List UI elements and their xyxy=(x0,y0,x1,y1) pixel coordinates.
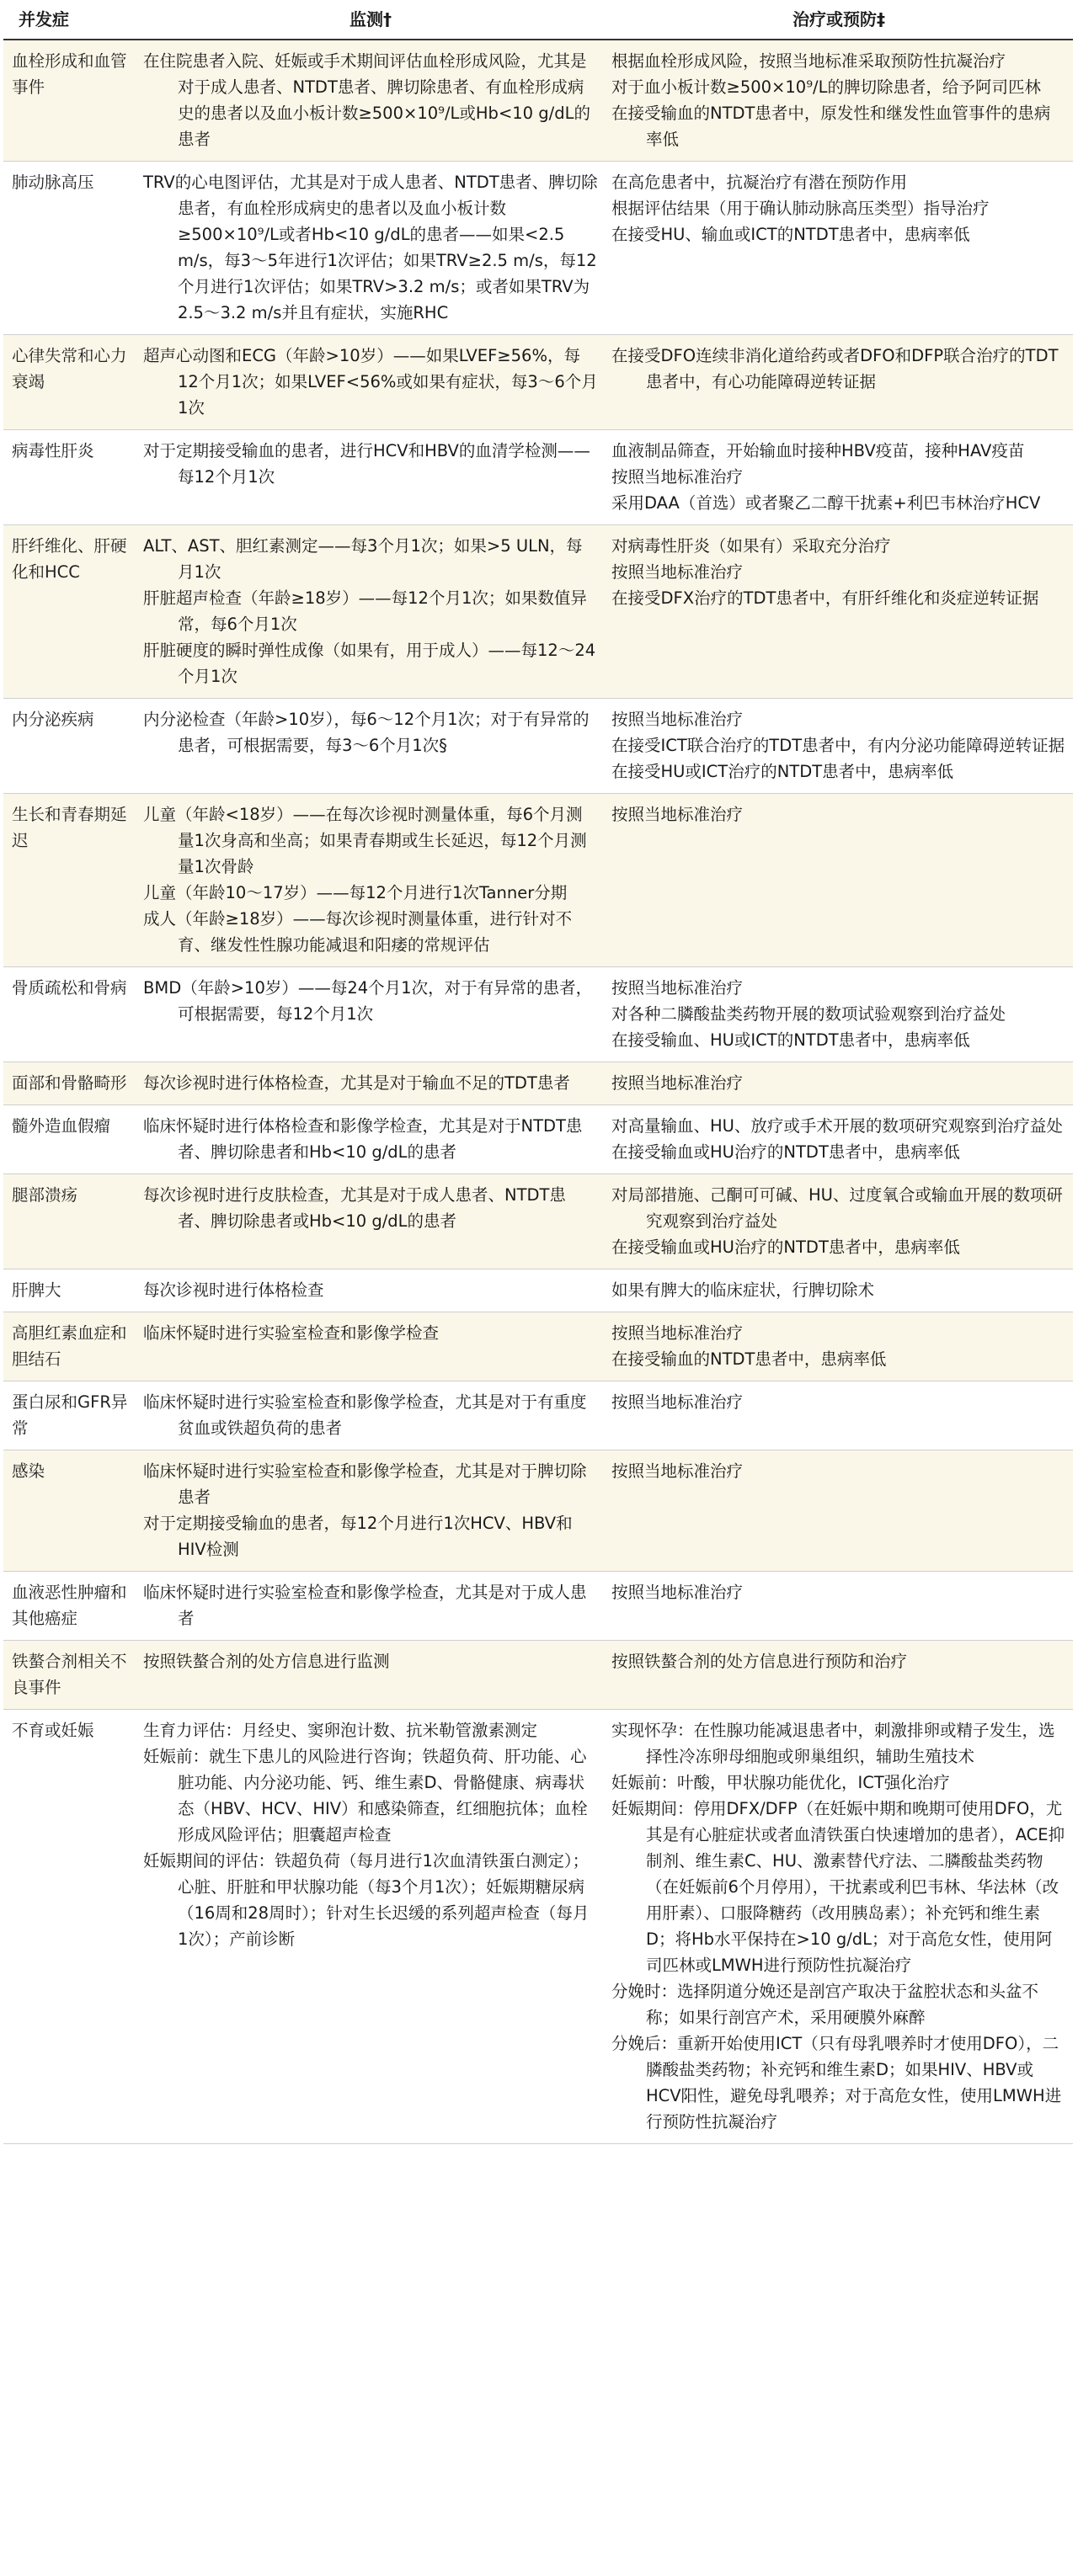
treatment-cell xyxy=(605,1381,1073,1450)
monitoring-item: 肝脏硬度的瞬时弹性成像（如果有，用于成人）——每12～24个月1次 xyxy=(143,641,596,686)
monitoring-cell xyxy=(136,1269,605,1312)
complication-cell: 骨质疏松和骨病 xyxy=(3,967,136,1062)
treatment-item: 妊娠期间：停用DFX/DFP（在妊娠中期和晚期可使用DFO，尤其是有心脏症状或者血清铁蛋白快速增加的患者），ACE抑制剂、维生素C、HU、激素替代疗法、二膦酸盐类药物（在妊娠前6个月停用），干扰素或利巴韦林、华法林（改用肝素）、口服降糖药（改用胰岛素）；补充钙和维生素D；将Hb水平保持在>10 g/dL；对于高危女性，使用阿司匹林或LMWH进行预防性抗凝治疗 xyxy=(611,1799,1065,1975)
complication-cell: 不育或妊娠 xyxy=(3,1710,136,2144)
complication-cell: 肝脾大 xyxy=(3,1269,136,1312)
monitoring-item: TRV的心电图评估，尤其是对于成人患者、NTDT患者、脾切除患者，有血栓形成病史的患者以及血小板计数≥500×10⁹/L或者Hb<10 g/dL的患者——如果<2.5 m/s，每3～5年进行1次评估；如果TRV≥2.5 m/s，每12个月进行1次评估；如果TRV>3.2 m/s；或者如果TRV为2.5～3.2 m/s并且有症状，实施RHC xyxy=(143,173,598,322)
treatment-cell xyxy=(605,335,1073,430)
table-row xyxy=(3,1062,1073,1105)
treatment-item: 如果有脾大的临床症状，行脾切除术 xyxy=(611,1280,875,1300)
treatment-item: 按照当地标准治疗 xyxy=(611,562,744,582)
table-row xyxy=(3,162,1073,335)
monitoring-item: 对于定期接受输血的患者，进行HCV和HBV的血清学检测——每12个月1次 xyxy=(143,441,590,487)
complication-cell: 髓外造血假瘤 xyxy=(3,1105,136,1174)
treatment-cell xyxy=(605,1269,1073,1312)
complication-cell: 病毒性肝炎 xyxy=(3,430,136,525)
treatment-item: 对病毒性肝炎（如果有）采取充分治疗 xyxy=(611,536,891,556)
treatment-cell xyxy=(605,794,1073,967)
treatment-cell xyxy=(605,1450,1073,1572)
treatment-cell xyxy=(605,1105,1073,1174)
treatment-cell xyxy=(605,40,1073,162)
treatment-item: 按照当地标准治疗 xyxy=(611,1392,744,1412)
complication-cell: 高胆红素血症和胆结石 xyxy=(3,1312,136,1381)
monitoring-item: 成人（年龄≥18岁）——每次诊视时测量体重，进行针对不育、继发性性腺功能减退和阳痿的常规评估 xyxy=(143,909,573,955)
monitoring-cell xyxy=(136,1710,605,2144)
table-row xyxy=(3,1312,1073,1381)
monitoring-item: 超声心动图和ECG（年龄>10岁）——如果LVEF≥56%，每12个月1次；如果LVEF<56%或如果有症状，每3～6个月1次 xyxy=(143,346,598,418)
monitoring-cell xyxy=(136,794,605,967)
monitoring-item: 肝脏超声检查（年龄≥18岁）——每12个月1次；如果数值异常，每6个月1次 xyxy=(143,588,587,634)
table-header-row xyxy=(3,0,1073,40)
treatment-item: 在接受ICT联合治疗的TDT患者中，有内分泌功能障碍逆转证据 xyxy=(611,736,1065,755)
treatment-item: 按照当地标准治疗 xyxy=(611,805,744,824)
complication-cell: 蛋白尿和GFR异常 xyxy=(3,1381,136,1450)
table-row xyxy=(3,525,1073,699)
table-row xyxy=(3,1269,1073,1312)
monitoring-item: 每次诊视时进行皮肤检查，尤其是对于成人患者、NTDT患者、脾切除患者或Hb<10 g/dL的患者 xyxy=(143,1185,566,1231)
treatment-item: 血液制品筛查，开始输血时接种HBV疫苗，接种HAV疫苗 xyxy=(611,441,1025,460)
treatment-item: 在接受输血的NTDT患者中，患病率低 xyxy=(611,1349,887,1369)
table-row xyxy=(3,699,1073,794)
complication-cell: 血栓形成和血管事件 xyxy=(3,40,136,162)
treatment-cell xyxy=(605,430,1073,525)
treatment-cell xyxy=(605,162,1073,335)
header-treatment: 治疗或预防‡ xyxy=(605,0,1073,40)
treatment-item: 根据血栓形成风险，按照当地标准采取预防性抗凝治疗 xyxy=(611,51,1006,71)
treatment-cell xyxy=(605,1641,1073,1710)
treatment-item: 按照当地标准治疗 xyxy=(611,1323,744,1343)
treatment-item: 按照当地标准治疗 xyxy=(611,710,744,729)
treatment-item: 按照当地标准治疗 xyxy=(611,978,744,998)
monitoring-item: 儿童（年龄<18岁）——在每次诊视时测量体重，每6个月测量1次身高和坐高；如果青春期或生长延迟，每12个月测量1次骨龄 xyxy=(143,805,587,876)
monitoring-item: 临床怀疑时进行实验室检查和影像学检查，尤其是对于有重度贫血或铁超负荷的患者 xyxy=(143,1392,587,1438)
treatment-item: 妊娠前：叶酸，甲状腺功能优化，ICT强化治疗 xyxy=(611,1773,950,1792)
treatment-cell xyxy=(605,525,1073,699)
complication-cell: 肝纤维化、肝硬化和HCC xyxy=(3,525,136,699)
monitoring-item: 儿童（年龄10～17岁）——每12个月进行1次Tanner分期 xyxy=(143,883,568,902)
monitoring-item: 妊娠期间的评估：铁超负荷（每月进行1次血清铁蛋白测定）；心脏、肝脏和甲状腺功能（每3个月1次）；妊娠期糖尿病（16周和28周时）；针对生长迟缓的系列超声检查（每月1次）；产前诊断 xyxy=(143,1851,590,1949)
treatment-cell xyxy=(605,967,1073,1062)
treatment-cell xyxy=(605,1174,1073,1269)
complication-cell: 肺动脉高压 xyxy=(3,162,136,335)
treatment-item: 采用DAA（首选）或者聚乙二醇干扰素+利巴韦林治疗HCV xyxy=(611,493,1041,513)
monitoring-cell xyxy=(136,1450,605,1572)
monitoring-cell xyxy=(136,162,605,335)
treatment-item: 对高量输血、HU、放疗或手术开展的数项研究观察到治疗益处 xyxy=(611,1116,1063,1136)
monitoring-item: 生育力评估：月经史、窦卵泡计数、抗米勒管激素测定 xyxy=(143,1721,538,1740)
complication-cell: 腿部溃疡 xyxy=(3,1174,136,1269)
complication-cell: 生长和青春期延迟 xyxy=(3,794,136,967)
monitoring-item: 每次诊视时进行体格检查，尤其是对于输血不足的TDT患者 xyxy=(143,1073,570,1093)
treatment-item: 根据评估结果（用于确认肺动脉高压类型）指导治疗 xyxy=(611,199,990,218)
monitoring-cell xyxy=(136,1062,605,1105)
complication-cell: 内分泌疾病 xyxy=(3,699,136,794)
table-row xyxy=(3,1174,1073,1269)
treatment-item: 在接受DFO连续非消化道给药或者DFO和DFP联合治疗的TDT患者中，有心功能障碍逆转证据 xyxy=(611,346,1059,391)
monitoring-cell xyxy=(136,1572,605,1641)
header-complication: 并发症 xyxy=(3,0,136,40)
monitoring-item: 每次诊视时进行体格检查 xyxy=(143,1280,324,1300)
treatment-item: 对各种二膦酸盐类药物开展的数项试验观察到治疗益处 xyxy=(611,1004,1006,1024)
table-row xyxy=(3,40,1073,162)
table-row xyxy=(3,1450,1073,1572)
treatment-cell xyxy=(605,1572,1073,1641)
table-body xyxy=(3,40,1073,2144)
complication-cell: 感染 xyxy=(3,1450,136,1572)
treatment-cell xyxy=(605,1312,1073,1381)
treatment-item: 按照当地标准治疗 xyxy=(611,1073,744,1093)
treatment-cell xyxy=(605,699,1073,794)
treatment-cell xyxy=(605,1710,1073,2144)
table-row xyxy=(3,1572,1073,1641)
complications-table xyxy=(3,0,1073,2144)
monitoring-cell xyxy=(136,1105,605,1174)
treatment-item: 在接受输血、HU或ICT的NTDT患者中，患病率低 xyxy=(611,1030,970,1050)
table-row xyxy=(3,335,1073,430)
monitoring-item: ALT、AST、胆红素测定——每3个月1次；如果>5 ULN，每月1次 xyxy=(143,536,583,582)
table-row xyxy=(3,1710,1073,2144)
monitoring-item: 对于定期接受输血的患者，每12个月进行1次HCV、HBV和HIV检测 xyxy=(143,1514,573,1559)
monitoring-cell xyxy=(136,1381,605,1450)
monitoring-cell xyxy=(136,1641,605,1710)
table-row xyxy=(3,1381,1073,1450)
complication-cell: 血液恶性肿瘤和其他癌症 xyxy=(3,1572,136,1641)
treatment-item: 按照铁螯合剂的处方信息进行预防和治疗 xyxy=(611,1652,908,1671)
treatment-item: 分娩后：重新开始使用ICT（只有母乳喂养时才使用DFO），二膦酸盐类药物；补充钙和维生素D；如果HIV、HBV或HCV阳性，避免母乳喂养；对于高危女性，使用LMWH进行预防性抗凝治疗 xyxy=(611,2034,1062,2132)
monitoring-cell xyxy=(136,699,605,794)
monitoring-cell xyxy=(136,525,605,699)
monitoring-item: 按照铁螯合剂的处方信息进行监测 xyxy=(143,1652,390,1671)
treatment-item: 在接受输血的NTDT患者中，原发性和继发性血管事件的患病率低 xyxy=(611,104,1051,149)
complication-cell: 铁螯合剂相关不良事件 xyxy=(3,1641,136,1710)
monitoring-item: 内分泌检查（年龄>10岁），每6～12个月1次；对于有异常的患者，可根据需要，每3～6个月1次§ xyxy=(143,710,590,755)
monitoring-cell xyxy=(136,430,605,525)
table-row xyxy=(3,430,1073,525)
treatment-item: 按照当地标准治疗 xyxy=(611,1461,744,1481)
table-row xyxy=(3,794,1073,967)
treatment-item: 在接受HU、输血或ICT的NTDT患者中，患病率低 xyxy=(611,225,970,244)
monitoring-item: 临床怀疑时进行实验室检查和影像学检查，尤其是对于成人患者 xyxy=(143,1583,587,1628)
treatment-item: 分娩时：选择阴道分娩还是剖宫产取决于盆腔状态和头盆不称；如果行剖宫产术，采用硬膜外麻醉 xyxy=(611,1982,1039,2027)
table-row xyxy=(3,967,1073,1062)
treatment-cell xyxy=(605,1062,1073,1105)
treatment-item: 按照当地标准治疗 xyxy=(611,467,744,487)
table-row xyxy=(3,1641,1073,1710)
monitoring-item: 临床怀疑时进行实验室检查和影像学检查，尤其是对于脾切除患者 xyxy=(143,1461,587,1507)
complication-cell: 面部和骨骼畸形 xyxy=(3,1062,136,1105)
treatment-item: 在接受输血或HU治疗的NTDT患者中，患病率低 xyxy=(611,1237,960,1257)
monitoring-item: BMD（年龄>10岁）——每24个月1次，对于有异常的患者，可根据需要，每12个月1次 xyxy=(143,978,593,1024)
header-monitoring: 监测† xyxy=(136,0,605,40)
treatment-item: 按照当地标准治疗 xyxy=(611,1583,744,1602)
treatment-item: 实现怀孕：在性腺功能减退患者中，刺激排卵或精子发生，选择性冷冻卵母细胞或卵巢组织，辅助生殖技术 xyxy=(611,1721,1055,1766)
monitoring-item: 妊娠前：就生下患儿的风险进行咨询；铁超负荷、肝功能、心脏功能、内分泌功能、钙、维生素D、骨骼健康、病毒状态（HBV、HCV、HIV）和感染筛查，红细胞抗体；血栓形成风险评估；胆囊超声检查 xyxy=(143,1747,588,1844)
treatment-item: 在接受HU或ICT治疗的NTDT患者中，患病率低 xyxy=(611,762,954,781)
treatment-item: 在接受输血或HU治疗的NTDT患者中，患病率低 xyxy=(611,1142,960,1162)
table-row xyxy=(3,1105,1073,1174)
treatment-item: 在高危患者中，抗凝治疗有潜在预防作用 xyxy=(611,173,908,192)
monitoring-cell xyxy=(136,40,605,162)
monitoring-item: 临床怀疑时进行实验室检查和影像学检查 xyxy=(143,1323,440,1343)
treatment-item: 对局部措施、己酮可可碱、HU、过度氧合或输血开展的数项研究观察到治疗益处 xyxy=(611,1185,1063,1231)
monitoring-item: 在住院患者入院、妊娠或手术期间评估血栓形成风险，尤其是对于成人患者、NTDT患者、脾切除患者、有血栓形成病史的患者以及血小板计数≥500×10⁹/L或Hb<10 g/dL的患者 xyxy=(143,51,590,149)
treatment-item: 对于血小板计数≥500×10⁹/L的脾切除患者，给予阿司匹林 xyxy=(611,77,1041,97)
monitoring-cell xyxy=(136,967,605,1062)
monitoring-item: 临床怀疑时进行体格检查和影像学检查，尤其是对于NTDT患者、脾切除患者和Hb<10 g/dL的患者 xyxy=(143,1116,583,1162)
treatment-item: 在接受DFX治疗的TDT患者中，有肝纤维化和炎症逆转证据 xyxy=(611,588,1039,608)
complication-cell: 心律失常和心力衰竭 xyxy=(3,335,136,430)
monitoring-cell xyxy=(136,335,605,430)
monitoring-cell xyxy=(136,1312,605,1381)
monitoring-cell xyxy=(136,1174,605,1269)
